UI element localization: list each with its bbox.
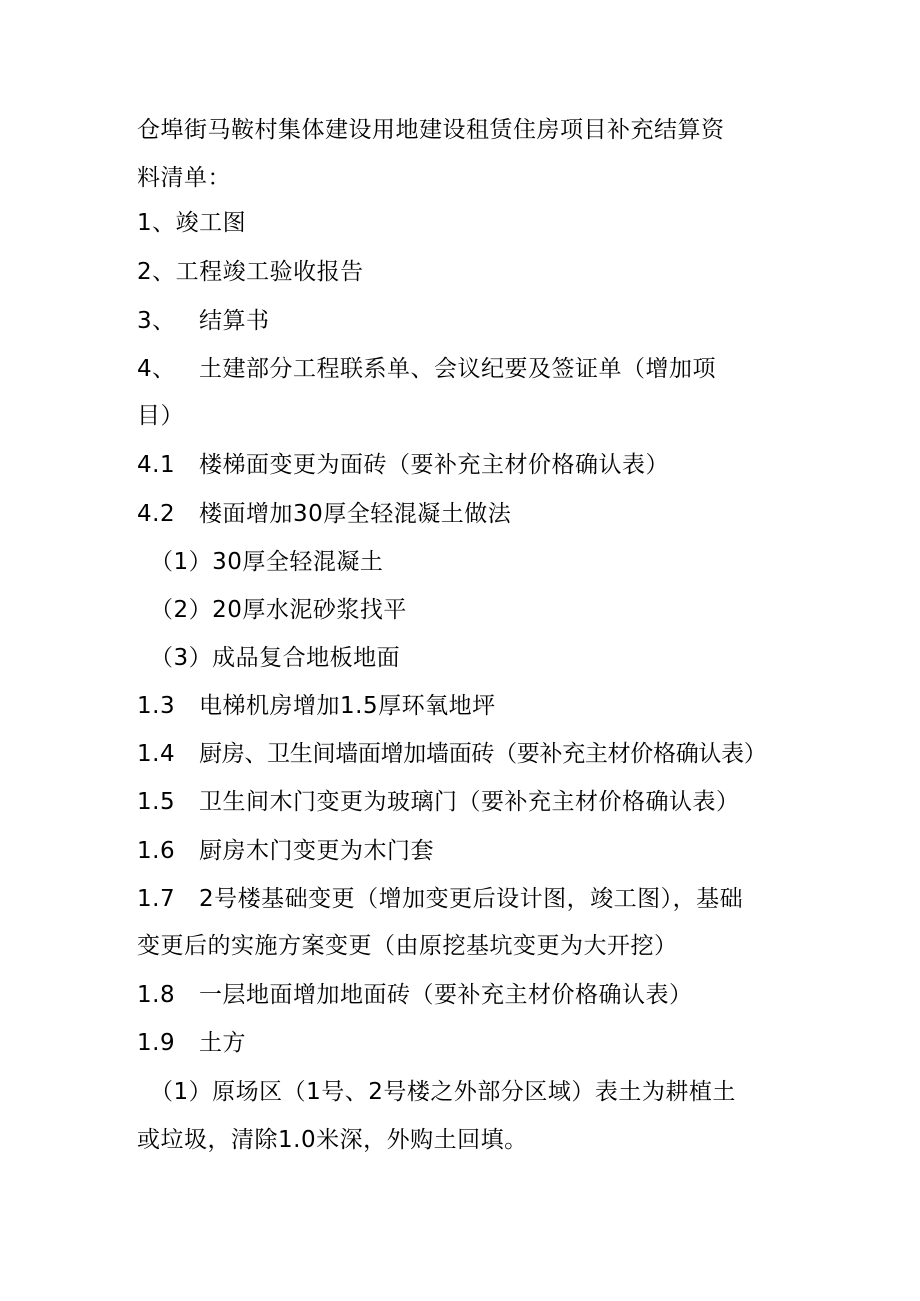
item-text: 厨房、卫生间墙面增加墙面砖（要补充主材价格确认表） xyxy=(199,741,767,767)
item-number: 1.7 xyxy=(137,886,176,912)
item-number: 4.1 xyxy=(137,452,176,478)
list-item xyxy=(137,980,693,1010)
item-number: 4、 xyxy=(137,356,176,382)
item-number: 1.8 xyxy=(137,982,176,1008)
item-text: 卫生间木门变更为玻璃门（要补充主材价格确认表） xyxy=(199,789,740,815)
list-item xyxy=(137,836,434,866)
item-text: 土建部分工程联系单、会议纪要及签证单（增加项 xyxy=(199,356,716,382)
sub-item: （1）原场区（1号、2号楼之外部分区域）表土为耕植土 xyxy=(150,1079,736,1105)
list-item xyxy=(137,1028,246,1058)
item-text: 楼面增加30厚全轻混凝土做法 xyxy=(199,501,512,527)
item-text: 一层地面增加地面砖（要补充主材价格确认表） xyxy=(199,982,693,1008)
item-number: 1.5 xyxy=(137,789,176,815)
list-item xyxy=(137,499,511,529)
item-number: 1.9 xyxy=(137,1030,176,1056)
item-text: 结算书 xyxy=(199,308,270,334)
item-text: 电梯机房增加1.5厚环氧地坪 xyxy=(199,693,496,719)
item-number: 4.2 xyxy=(137,501,176,527)
item-text: 土方 xyxy=(199,1030,246,1056)
sub-item-continuation: 或垃圾，清除1.0米深，外购土回填。 xyxy=(137,1127,528,1153)
item-number: 1.6 xyxy=(137,838,176,864)
sub-item: （1）30厚全轻混凝土 xyxy=(150,549,384,575)
title-line-1: 仓埠街马鞍村集体建设用地建设租赁住房项目补充结算资 xyxy=(137,117,725,143)
item-number: 1.3 xyxy=(137,693,176,719)
list-item xyxy=(137,450,669,480)
list-item xyxy=(137,306,270,336)
item-number: 3、 xyxy=(137,308,176,334)
item-text: 2号楼基础变更（增加变更后设计图，竣工图），基础 xyxy=(199,886,744,912)
list-item xyxy=(137,884,743,914)
list-item: 2、工程竣工验收报告 xyxy=(137,259,364,285)
item-number: 1.4 xyxy=(137,741,176,767)
sub-item: （3）成品复合地板地面 xyxy=(150,645,401,671)
list-item xyxy=(137,354,716,384)
list-item: 1、竣工图 xyxy=(137,210,247,236)
list-item xyxy=(137,787,740,817)
list-item xyxy=(137,691,496,721)
list-item-continuation: 变更后的实施方案变更（由原挖基坑变更为大开挖） xyxy=(137,933,678,959)
title-line-2: 料清单： xyxy=(137,165,231,191)
sub-item: （2）20厚水泥砂浆找平 xyxy=(150,597,407,623)
list-item-continuation: 目） xyxy=(137,403,184,429)
list-item xyxy=(137,739,767,769)
item-text: 楼梯面变更为面砖（要补充主材价格确认表） xyxy=(199,452,669,478)
item-text: 厨房木门变更为木门套 xyxy=(199,838,434,864)
